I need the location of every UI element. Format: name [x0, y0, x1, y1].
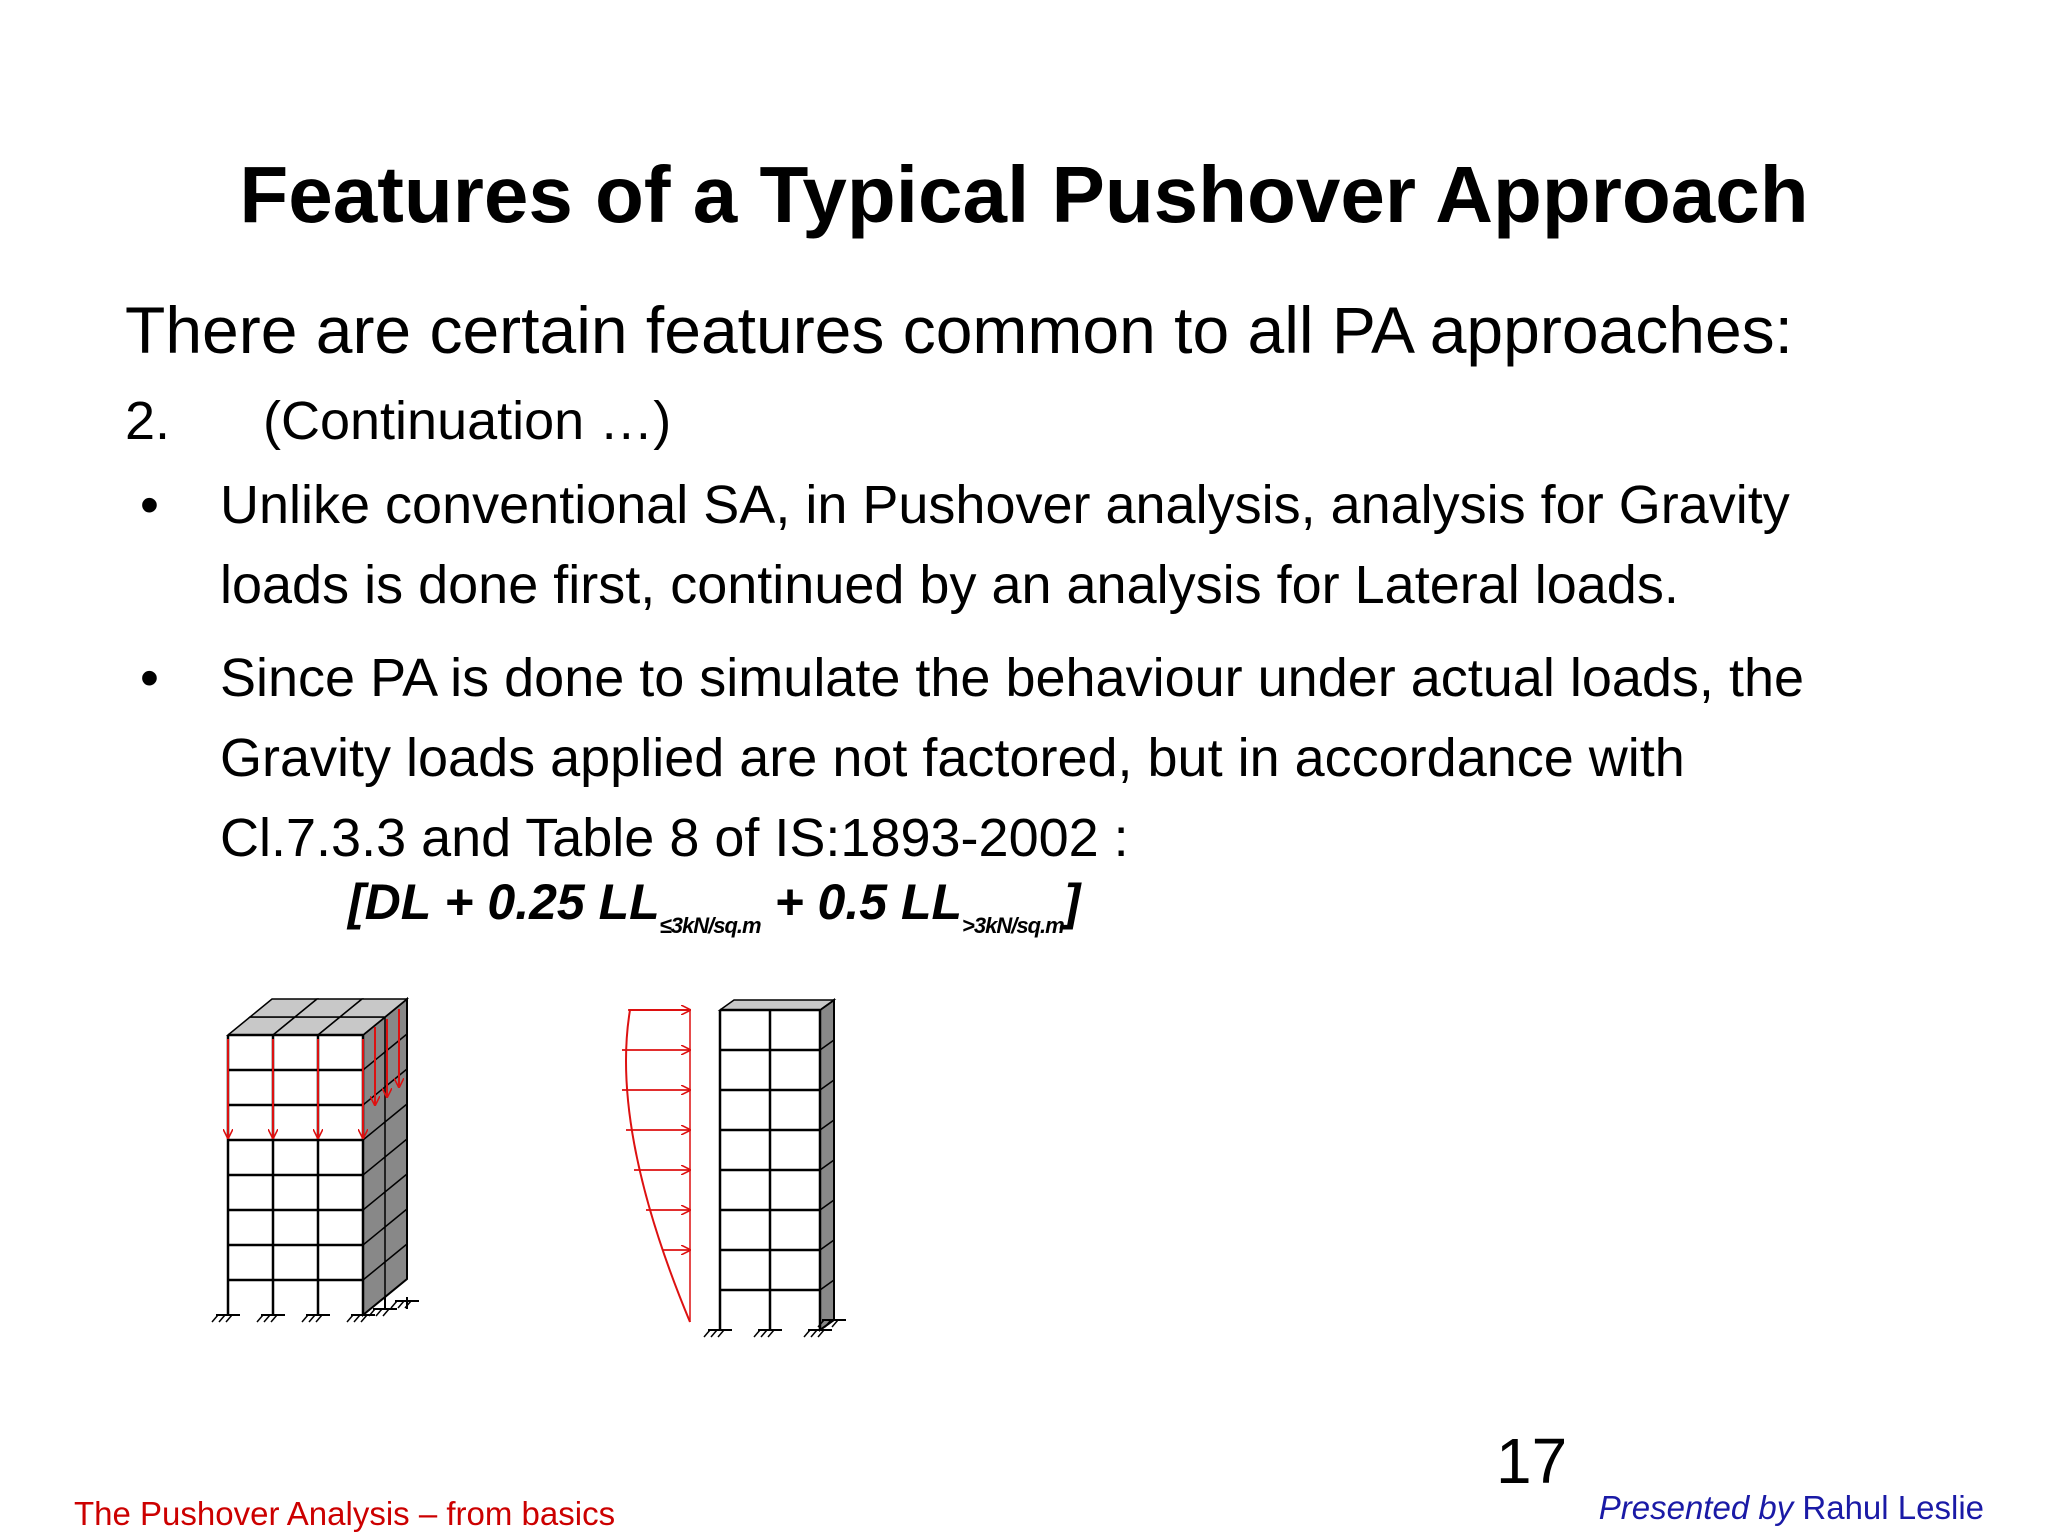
- formula-subscript-2: >3kN/sq.m: [962, 913, 1064, 938]
- support-hatch: [761, 1330, 767, 1337]
- support-hatch: [316, 1315, 322, 1322]
- bullet-line: Gravity loads applied are not factored, but in accordance with: [220, 728, 1685, 788]
- bullet-text: [220, 638, 2048, 878]
- bullet-marker: •: [140, 648, 159, 708]
- gravity-loaded-frame: [212, 999, 419, 1322]
- item-number: 2.: [125, 391, 171, 451]
- footer-title: The Pushover Analysis – from basics: [74, 1495, 616, 1532]
- bullet-line: Cl.7.3.3 and Table 8 of IS:1893-2002 :: [220, 808, 1129, 868]
- support-hatch: [226, 1315, 232, 1322]
- footer-presenter: [1599, 1488, 1984, 1528]
- support-hatch: [811, 1330, 817, 1337]
- presenter-name: Rahul Leslie: [1793, 1489, 1984, 1526]
- support-hatch: [754, 1330, 760, 1337]
- support-hatch: [768, 1330, 774, 1337]
- support-hatch: [219, 1315, 225, 1322]
- presented-by-label: Presented by: [1598, 1489, 1794, 1526]
- formula-subscript-1: ≤3kN/sq.m: [659, 913, 761, 938]
- numbered-item: [125, 388, 671, 454]
- support-hatch: [376, 1309, 382, 1316]
- support-hatch: [354, 1315, 360, 1322]
- bullet-text: [220, 465, 2048, 625]
- support-hatch: [302, 1315, 308, 1322]
- item-text: (Continuation …): [263, 391, 672, 451]
- building-frames-illustration: [200, 960, 920, 1380]
- roof-slab-panel: [720, 1000, 834, 1010]
- formula-close: ]: [1063, 874, 1081, 930]
- support-hatch: [818, 1330, 824, 1337]
- bullet-line: Since PA is done to simulate the behaviour under actual loads, the: [220, 648, 1805, 708]
- support-hatch: [264, 1315, 270, 1322]
- support-hatch: [398, 1301, 404, 1308]
- formula-open: [DL + 0.25 LL: [348, 874, 660, 930]
- bullet-line: loads is done first, continued by an analysis for Lateral loads.: [220, 555, 1679, 615]
- support-hatch: [271, 1315, 277, 1322]
- support-hatch: [718, 1330, 724, 1337]
- slide-title: Features of a Typical Pushover Approach: [239, 150, 1809, 239]
- load-combination-formula: [348, 872, 1080, 956]
- lateral-load-profile: [626, 1010, 690, 1322]
- support-hatch: [347, 1315, 353, 1322]
- formula-mid: + 0.5 LL: [760, 874, 963, 930]
- support-hatch: [804, 1330, 810, 1337]
- intro-text: There are certain features common to all PA approaches:: [125, 293, 1793, 367]
- lateral-loaded-frame: [622, 1000, 846, 1337]
- support-hatch: [257, 1315, 263, 1322]
- support-hatch: [704, 1330, 710, 1337]
- support-hatch: [711, 1330, 717, 1337]
- bullet-marker: •: [140, 475, 159, 535]
- support-hatch: [383, 1309, 389, 1316]
- support-hatch: [361, 1315, 367, 1322]
- support-hatch: [391, 1301, 397, 1308]
- page-number: 17: [1496, 1425, 1568, 1497]
- support-hatch: [309, 1315, 315, 1322]
- bullet-line: Unlike conventional SA, in Pushover analysis, analysis for Gravity: [220, 475, 1790, 535]
- support-hatch: [212, 1315, 218, 1322]
